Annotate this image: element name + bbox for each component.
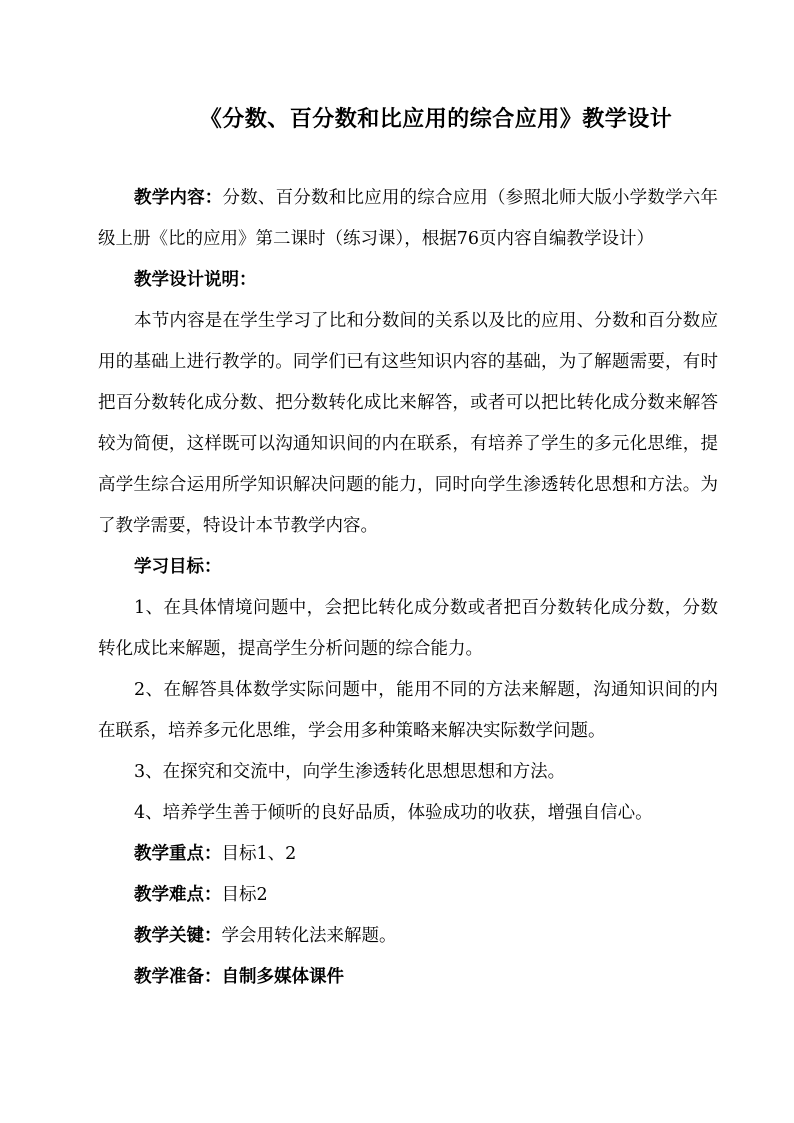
difficulty-paragraph	[98, 875, 718, 916]
learning-goals-heading: 学习目标：	[134, 557, 222, 577]
learning-goal-item: 4、培养学生善于倾听的良好品质，体验成功的收获，增强自信心。	[134, 803, 653, 823]
difficulty-text: 目标2	[221, 885, 268, 905]
document-body	[98, 178, 718, 998]
learning-goal-item: 2、在解答具体数学实际问题中，能用不同的方法来解题，沟通知识间的内在联系，培养多元化思维，学会用多种策略来解决实际数学问题。	[98, 680, 718, 741]
crux-text: 学会用转化法来解题。	[221, 926, 397, 946]
preparation-paragraph	[98, 957, 718, 998]
teaching-content-label: 教学内容：	[134, 188, 223, 208]
key-point-text: 目标1、2	[221, 844, 297, 864]
teaching-content-paragraph	[98, 178, 718, 260]
teaching-content-text: 分数、百分数和比应用的综合应用（参照北师大版小学数学六年级上册《比的应用》第二课时（练习课），根据76页内容自编教学设计）	[98, 188, 718, 249]
preparation-text: 自制多媒体课件	[221, 967, 344, 987]
design-notes-heading: 教学设计说明：	[134, 270, 257, 290]
design-notes-paragraph: 本节内容是在学生学习了比和分数间的关系以及比的应用、分数和百分数应用的基础上进行教学的。同学们已有这些知识内容的基础，为了解题需要，有时把百分数转化成分数、把分数转化成比来解答，或者可以把比转化成分数来解答较为简便，这样既可以沟通知识间的内在联系，有培养了学生的多元化思维，提高学生综合运用所学知识解决问题的能力，同时向学生渗透转化思想和方法。为了教学需要，特设计本节教学内容。	[98, 311, 718, 536]
crux-paragraph	[98, 916, 718, 957]
document-title: 《分数、百分数和比应用的综合应用》教学设计	[199, 106, 673, 132]
key-point-label: 教学重点：	[134, 844, 222, 864]
crux-label: 教学关键：	[134, 926, 222, 946]
key-point-paragraph	[98, 834, 718, 875]
difficulty-label: 教学难点：	[134, 885, 222, 905]
learning-goal-item: 3、在探究和交流中，向学生渗透转化思想思想和方法。	[134, 762, 566, 782]
preparation-label: 教学准备：	[134, 967, 222, 987]
learning-goal-item: 1、在具体情境问题中，会把比转化成分数或者把百分数转化成分数，分数转化成比来解题，提高学生分析问题的综合能力。	[98, 598, 718, 659]
